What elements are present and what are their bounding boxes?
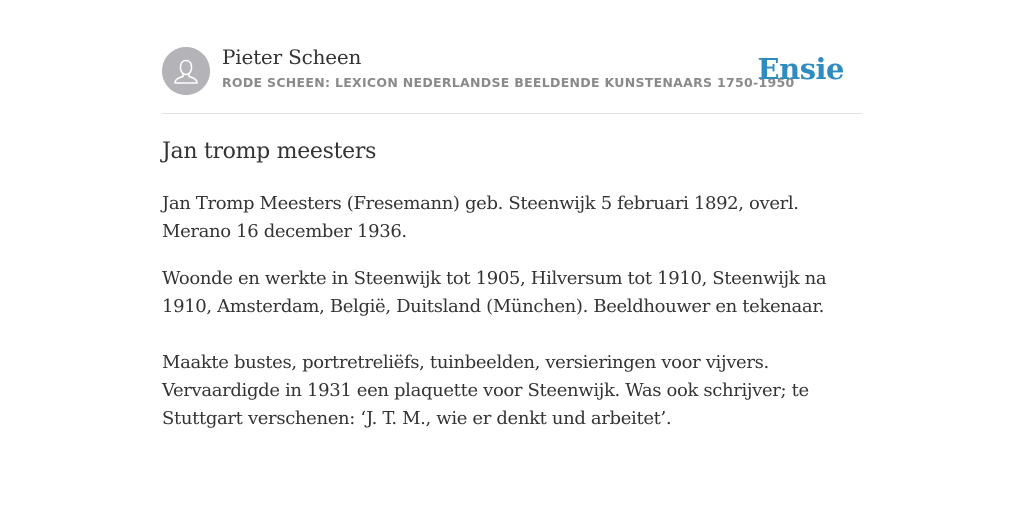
author-name[interactable]: Pieter Scheen	[222, 45, 362, 69]
entry-header	[162, 0, 862, 114]
user-silhouette-icon[interactable]	[162, 47, 210, 95]
source-title[interactable]: RODE SCHEEN: LEXICON NEDERLANDSE BEELDENDE KUNSTENAARS 1750-1950	[222, 75, 795, 90]
page-title: Jan tromp meesters	[162, 139, 377, 164]
paragraph: Woonde en werkte in Steenwijk tot 1905, Hilversum tot 1910, Steenwijk na 1910, Amsterdam, België, Duitsland (München). Beeldhouwer en tekenaar.	[162, 268, 827, 317]
paragraph-line: Vervaardigde in 1931 een plaquette voor Steenwijk. Was ook schrijver; te Stuttgart verschenen: ‘J. T. M., wie er denkt und arbeitet’.	[162, 380, 809, 429]
brand-logo[interactable]: Ensie	[757, 52, 844, 86]
paragraph-line: Maakte bustes, portretreliëfs, tuinbeelden, versieringen voor vijvers.	[162, 352, 769, 373]
entry-card	[162, 0, 862, 429]
spacer	[162, 321, 862, 349]
paragraph: Jan Tromp Meesters (Fresemann) geb. Steenwijk 5 februari 1892, overl. Merano 16 december 1936.	[162, 193, 799, 242]
article-body	[162, 190, 862, 433]
